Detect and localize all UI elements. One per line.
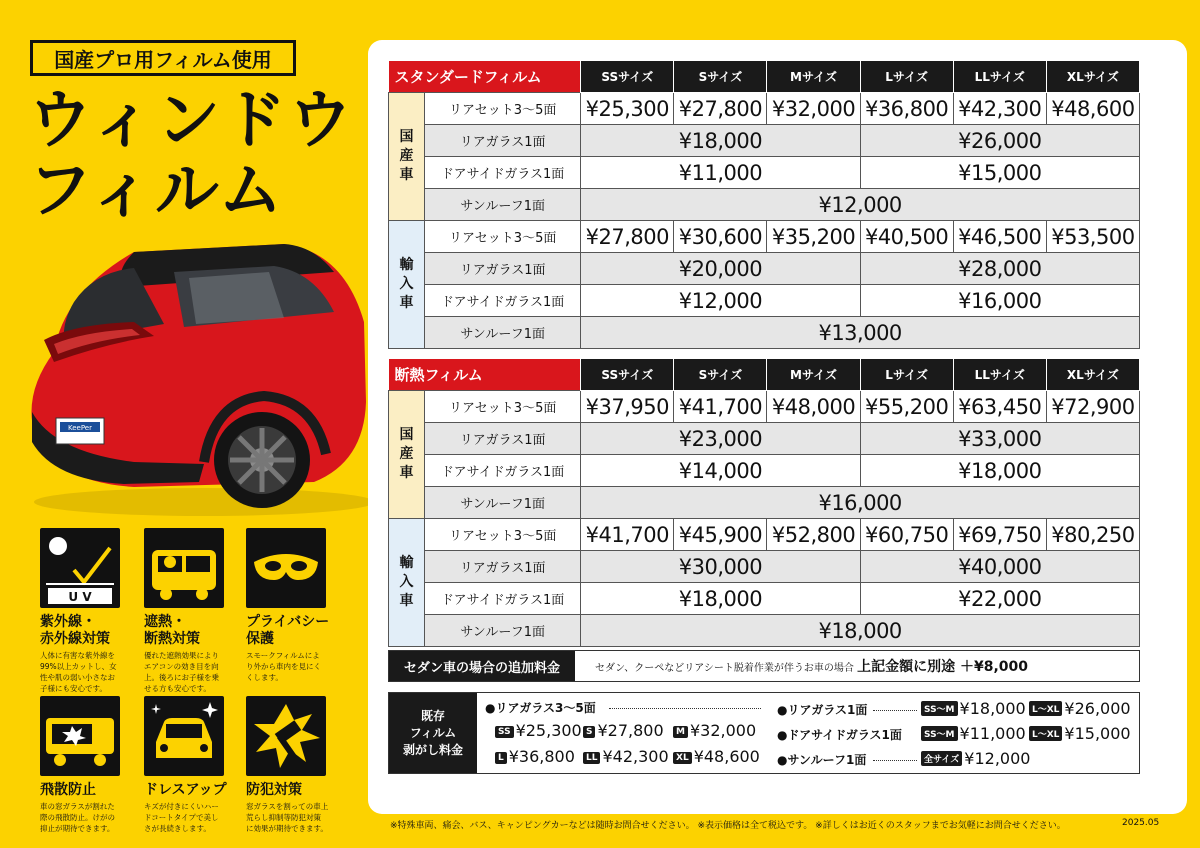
price-cell: ¥55,200	[860, 391, 953, 423]
removal-sunroof-title: ●サンルーフ1面	[777, 753, 867, 767]
feature-desc: 窓ガラスを割っての車上 荒らし抑制等防犯対策 に効果が期待できます。	[246, 802, 329, 833]
size-header: SSサイズ	[581, 359, 674, 391]
size-header: Lサイズ	[860, 61, 953, 93]
hammer-icon	[246, 696, 326, 776]
red-suv-image	[14, 232, 374, 522]
price-cell: ¥35,200	[767, 221, 860, 253]
removal-price: L～XL ¥26,000	[1029, 699, 1131, 718]
removal-rear-set-title: ●リアガラス3～5面	[485, 701, 596, 715]
size-header: XLサイズ	[1046, 61, 1139, 93]
price-cell: ¥41,700	[581, 519, 674, 551]
feature-name: 遮熱・ 断熱対策	[144, 614, 200, 647]
title-line-2: フィルム	[28, 154, 285, 228]
feature-desc: 人体に有害な紫外線を 99%以上カットし、女 性や肌の弱い小さなお 子様にも安心です。	[40, 651, 117, 693]
price-cell: ¥48,600	[1046, 93, 1139, 125]
group-domestic: 国 産 車	[389, 93, 425, 221]
price-cell: ¥20,000	[581, 253, 860, 285]
size-header: XLサイズ	[1046, 359, 1139, 391]
feature-name: 紫外線・ 赤外線対策	[40, 614, 110, 647]
item-label: ドアサイドガラス1面	[425, 157, 581, 189]
price-cell: ¥40,000	[860, 551, 1139, 583]
price-cell: ¥18,000	[581, 125, 860, 157]
feature-dressup	[144, 696, 236, 834]
price-cell: ¥60,750	[860, 519, 953, 551]
price-cell: ¥18,000	[581, 615, 1140, 647]
feature-desc: スモークフィルムによ り外から車内を見にく くします。	[246, 651, 321, 682]
feature-desc: キズが付きにくいハー ドコートタイプで美し さが長続きします。	[144, 802, 219, 833]
price-cell: ¥27,800	[581, 221, 674, 253]
price-cell: ¥16,000	[581, 487, 1140, 519]
size-header: LLサイズ	[953, 359, 1046, 391]
item-label: ドアサイドガラス1面	[425, 583, 581, 615]
item-label: リアガラス1面	[425, 551, 581, 583]
feature-uv	[40, 528, 132, 694]
footnote: ※特殊車両、痛会、バス、キャンピングカーなどは随時お問合せください。 ※表示価格は全て税込です。 ※詳しくはお近くのスタッフまでお気軽にお問合せください。	[390, 821, 1066, 831]
price-cell: ¥12,000	[581, 285, 860, 317]
film-type-header: スタンダードフィルム	[389, 61, 581, 93]
size-header: Sサイズ	[674, 61, 767, 93]
item-label: リアセット3～5面	[425, 391, 581, 423]
page-title	[28, 86, 354, 226]
item-label: サンルーフ1面	[425, 317, 581, 349]
price-cell: ¥80,250	[1046, 519, 1139, 551]
feature-desc: 優れた遮熱効果により エアコンの効き目を向 上。後ろにお子様を乗 せる方も安心です。	[144, 651, 219, 693]
pro-film-badge: 国産プロ用フィルム使用	[30, 40, 296, 76]
shatter-icon	[40, 696, 120, 776]
uv-sun-icon	[40, 528, 120, 608]
feature-security	[246, 696, 338, 834]
sedan-label: セダン車の場合の追加料金	[389, 651, 575, 681]
price-cell: ¥26,000	[860, 125, 1139, 157]
price-cell: ¥12,000	[581, 189, 1140, 221]
price-cell: ¥15,000	[860, 157, 1139, 189]
removal-price: L ¥36,800	[495, 747, 575, 766]
price-cell: ¥48,000	[767, 391, 860, 423]
price-table	[388, 60, 1140, 349]
mask-icon	[246, 528, 326, 608]
price-cell: ¥42,300	[953, 93, 1046, 125]
price-cell: ¥18,000	[860, 455, 1139, 487]
price-table	[388, 358, 1140, 647]
removal-door-title: ●ドアサイドガラス1面	[777, 728, 902, 742]
item-label: サンルーフ1面	[425, 189, 581, 221]
price-cell: ¥52,800	[767, 519, 860, 551]
removal-price: LL ¥42,300	[583, 747, 669, 766]
removal-price: SS～M ¥11,000	[921, 724, 1026, 743]
price-cell: ¥46,500	[953, 221, 1046, 253]
removal-price: SS ¥25,300	[495, 721, 582, 740]
price-cell: ¥32,000	[767, 93, 860, 125]
price-cell: ¥63,450	[953, 391, 1046, 423]
car-heat-icon	[144, 528, 224, 608]
group-domestic: 国 産 車	[389, 391, 425, 519]
size-header: Sサイズ	[674, 359, 767, 391]
price-cell: ¥69,750	[953, 519, 1046, 551]
feature-desc: 車の窓ガラスが割れた 際の飛散防止。けがの 抑止が期待できます。	[40, 802, 115, 833]
item-label: リアガラス1面	[425, 125, 581, 157]
group-import: 輸 入 車	[389, 221, 425, 349]
price-cell: ¥36,800	[860, 93, 953, 125]
item-label: リアガラス1面	[425, 253, 581, 285]
car-sparkle-icon	[144, 696, 224, 776]
price-cell: ¥45,900	[674, 519, 767, 551]
removal-price: 全サイズ ¥12,000	[921, 749, 1030, 768]
removal-price: M ¥32,000	[673, 721, 756, 740]
feature-name: 防犯対策	[246, 782, 302, 798]
price-panel	[368, 40, 1187, 814]
item-label: リアセット3～5面	[425, 519, 581, 551]
price-cell: ¥27,800	[674, 93, 767, 125]
removal-price: SS～M ¥18,000	[921, 699, 1026, 718]
title-line-1: ウィンドウ	[28, 84, 355, 158]
feature-shatter	[40, 696, 132, 834]
item-label: ドアサイドガラス1面	[425, 455, 581, 487]
price-cell: ¥18,000	[581, 583, 860, 615]
item-label: ドアサイドガラス1面	[425, 285, 581, 317]
film-type-header: 断熱フィルム	[389, 359, 581, 391]
removal-fee-section	[388, 692, 1140, 774]
removal-price: XL ¥48,600	[673, 747, 760, 766]
removal-rear-glass-title: ●リアガラス1面	[777, 703, 868, 717]
price-cell: ¥30,000	[581, 551, 860, 583]
svg-text:KeePer: KeePer	[67, 424, 93, 432]
size-header: LLサイズ	[953, 61, 1046, 93]
removal-price: S ¥27,800	[583, 721, 664, 740]
feature-privacy	[246, 528, 338, 683]
removal-fee-label: 既存 フィルム 剥がし料金	[389, 693, 477, 773]
feature-heat	[144, 528, 236, 694]
svg-text:U V: U V	[68, 590, 92, 604]
sedan-surcharge	[388, 650, 1140, 682]
item-label: サンルーフ1面	[425, 487, 581, 519]
price-cell: ¥30,600	[674, 221, 767, 253]
price-cell: ¥37,950	[581, 391, 674, 423]
price-cell: ¥14,000	[581, 455, 860, 487]
size-header: Lサイズ	[860, 359, 953, 391]
price-cell: ¥25,300	[581, 93, 674, 125]
date: 2025.05	[1122, 818, 1160, 828]
price-cell: ¥33,000	[860, 423, 1139, 455]
price-cell: ¥53,500	[1046, 221, 1139, 253]
size-header: SSサイズ	[581, 61, 674, 93]
item-label: リアガラス1面	[425, 423, 581, 455]
size-header: Mサイズ	[767, 61, 860, 93]
sedan-text: セダン、クーペなどリアシート脱着作業が伴うお車の場合 上記金額に別途 ＋¥8,000	[595, 659, 1028, 675]
price-cell: ¥11,000	[581, 157, 860, 189]
item-label: リアセット3～5面	[425, 93, 581, 125]
price-cell: ¥40,500	[860, 221, 953, 253]
price-cell: ¥23,000	[581, 423, 860, 455]
price-cell: ¥72,900	[1046, 391, 1139, 423]
price-cell: ¥41,700	[674, 391, 767, 423]
size-header: Mサイズ	[767, 359, 860, 391]
removal-price: L～XL ¥15,000	[1029, 724, 1131, 743]
price-cell: ¥28,000	[860, 253, 1139, 285]
item-label: リアセット3～5面	[425, 221, 581, 253]
item-label: サンルーフ1面	[425, 615, 581, 647]
price-cell: ¥22,000	[860, 583, 1139, 615]
group-import: 輸 入 車	[389, 519, 425, 647]
feature-name: ドレスアップ	[144, 782, 227, 798]
price-cell: ¥16,000	[860, 285, 1139, 317]
price-cell: ¥13,000	[581, 317, 1140, 349]
feature-name: プライバシー 保護	[246, 614, 330, 647]
feature-name: 飛散防止	[40, 782, 96, 798]
